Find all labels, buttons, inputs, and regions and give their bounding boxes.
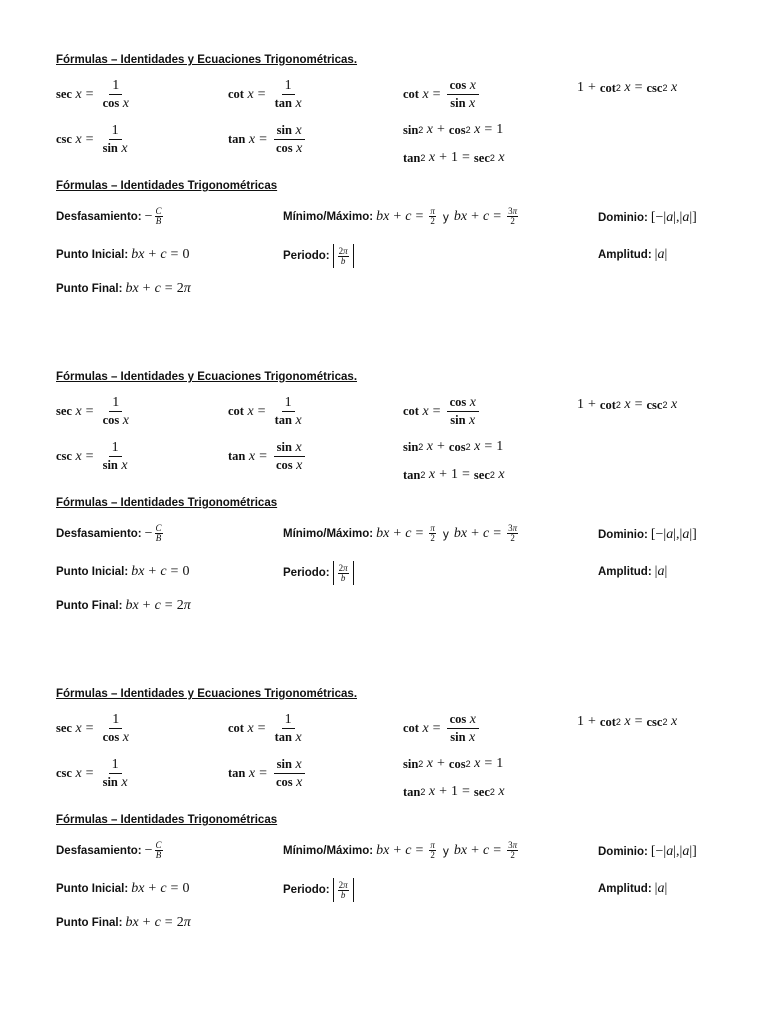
- dominio-label: Dominio:: [598, 212, 648, 224]
- amplitud-formula: Amplitud: | a |: [598, 247, 668, 262]
- minimo-maximo-label: Mínimo/Máximo:: [283, 527, 374, 540]
- pythagorean-tan-sec: tan 2 x + 1 = sec 2 x: [403, 784, 505, 799]
- tan-sin-cos-formula: tan x = $\frac{\text{sin x}}{\text{cos x}}$: [228, 440, 307, 473]
- amplitud-label: Amplitud:: [598, 566, 652, 578]
- dominio-formula: Dominio: [−| a |,| a |]: [598, 527, 697, 542]
- punto-inicial-label: Punto Inicial:: [56, 249, 129, 261]
- punto-final-formula: Punto Final: bx + c = 2 π: [56, 915, 191, 930]
- minimo-maximo-formula: Mínimo/Máximo: bx + c = $\frac{\pi}{2}$ y bx + c = $\frac{3\pi}{2}$: [283, 523, 518, 543]
- punto-final-label: Punto Final:: [56, 600, 123, 612]
- periodo-formula: Periodo: $\frac{2\pi}{b}$: [283, 878, 354, 902]
- periodo-formula: Periodo: $\frac{2\pi}{b}$: [283, 561, 354, 585]
- punto-inicial-formula: Punto Inicial: bx + c = 0: [56, 564, 190, 579]
- identities-equations-heading: Fórmulas – Identidades y Ecuaciones Trigonométricas.: [56, 371, 358, 383]
- pythagorean-sin-cos: sin 2 x + cos 2 x = 1: [403, 122, 504, 137]
- desfasamiento-formula: Desfasamiento: − $\frac{C}{B}$: [56, 523, 162, 543]
- cot-tan-formula: cot x = $\frac{1}{\text{tan x}}$: [228, 78, 302, 111]
- pythagorean-cot-csc: 1 + cot 2 x = csc 2 x: [577, 80, 678, 95]
- pythagorean-sin-cos: sin 2 x + cos 2 x = 1: [403, 756, 504, 771]
- punto-final-label: Punto Final:: [56, 283, 123, 295]
- desfasamiento-formula: Desfasamiento: − $\frac{C}{B}$: [56, 206, 162, 226]
- desfasamiento-label: Desfasamiento:: [56, 527, 142, 540]
- amplitud-formula: Amplitud: | a |: [598, 564, 668, 579]
- punto-final-formula: Punto Final: bx + c = 2 π: [56, 281, 191, 296]
- minimo-maximo-formula: Mínimo/Máximo: bx + c = $\frac{\pi}{2}$ y bx + c = $\frac{3\pi}{2}$: [283, 206, 518, 226]
- formula-sheet: [0, 52, 768, 352]
- dominio-label: Dominio:: [598, 846, 648, 858]
- identities-heading: Fórmulas – Identidades Trigonométricas: [56, 180, 278, 192]
- y-connector: y: [442, 209, 449, 224]
- desfasamiento-formula: Desfasamiento: − $\frac{C}{B}$: [56, 840, 162, 860]
- formula-sheet: [0, 686, 768, 986]
- periodo-formula: Periodo: $\frac{2\pi}{b}$: [283, 244, 354, 268]
- periodo-label: Periodo:: [283, 567, 330, 579]
- y-connector: y: [442, 843, 449, 858]
- amplitud-formula: Amplitud: | a |: [598, 881, 668, 896]
- dominio-label: Dominio:: [598, 529, 648, 541]
- sec-formula: sec x = $\frac{1}{\text{cos x}}$: [56, 395, 129, 428]
- pythagorean-tan-sec: tan 2 x + 1 = sec 2 x: [403, 467, 505, 482]
- identities-heading: Fórmulas – Identidades Trigonométricas: [56, 814, 278, 826]
- dominio-formula: Dominio: [−| a |,| a |]: [598, 844, 697, 859]
- punto-final-label: Punto Final:: [56, 917, 123, 929]
- pythagorean-sin-cos: sin 2 x + cos 2 x = 1: [403, 439, 504, 454]
- pythagorean-cot-csc: 1 + cot 2 x = csc 2 x: [577, 397, 678, 412]
- identities-equations-heading: Fórmulas – Identidades y Ecuaciones Trigonométricas.: [56, 688, 358, 700]
- csc-formula: csc x = $\frac{1}{\text{sin x}}$: [56, 757, 128, 790]
- cot-tan-formula: cot x = $\frac{1}{\text{tan x}}$: [228, 712, 302, 745]
- punto-inicial-label: Punto Inicial:: [56, 566, 129, 578]
- amplitud-label: Amplitud:: [598, 249, 652, 261]
- dominio-formula: Dominio: [−| a |,| a |]: [598, 210, 697, 225]
- punto-inicial-label: Punto Inicial:: [56, 883, 129, 895]
- sec-formula: sec x = $\frac{1}{\text{cos x}}$: [56, 712, 129, 745]
- csc-formula: csc x = $\frac{1}{\text{sin x}}$: [56, 123, 128, 156]
- tan-sin-cos-formula: tan x = $\frac{\text{sin x}}{\text{cos x}}$: [228, 123, 307, 156]
- tan-sin-cos-formula: tan x = $\frac{\text{sin x}}{\text{cos x}}$: [228, 757, 307, 790]
- punto-final-formula: Punto Final: bx + c = 2 π: [56, 598, 191, 613]
- sec-formula: sec x = $\frac{1}{\text{cos x}}$: [56, 78, 129, 111]
- desfasamiento-label: Desfasamiento:: [56, 210, 142, 223]
- y-connector: y: [442, 526, 449, 541]
- formula-sheet: [0, 369, 768, 669]
- identities-heading: Fórmulas – Identidades Trigonométricas: [56, 497, 278, 509]
- periodo-label: Periodo:: [283, 884, 330, 896]
- minimo-maximo-formula: Mínimo/Máximo: bx + c = $\frac{\pi}{2}$ y bx + c = $\frac{3\pi}{2}$: [283, 840, 518, 860]
- cot-cos-sin-formula: cot x = $\frac{\text{cos x}}{\text{sin x}}$: [403, 395, 481, 428]
- pythagorean-cot-csc: 1 + cot 2 x = csc 2 x: [577, 714, 678, 729]
- punto-inicial-formula: Punto Inicial: bx + c = 0: [56, 247, 190, 262]
- csc-formula: csc x = $\frac{1}{\text{sin x}}$: [56, 440, 128, 473]
- cot-cos-sin-formula: cot x = $\frac{\text{cos x}}{\text{sin x}}$: [403, 78, 481, 111]
- minimo-maximo-label: Mínimo/Máximo:: [283, 844, 374, 857]
- amplitud-label: Amplitud:: [598, 883, 652, 895]
- pythagorean-tan-sec: tan 2 x + 1 = sec 2 x: [403, 150, 505, 165]
- cot-cos-sin-formula: cot x = $\frac{\text{cos x}}{\text{sin x}}$: [403, 712, 481, 745]
- desfasamiento-label: Desfasamiento:: [56, 844, 142, 857]
- punto-inicial-formula: Punto Inicial: bx + c = 0: [56, 881, 190, 896]
- minimo-maximo-label: Mínimo/Máximo:: [283, 210, 374, 223]
- periodo-label: Periodo:: [283, 250, 330, 262]
- identities-equations-heading: Fórmulas – Identidades y Ecuaciones Trigonométricas.: [56, 54, 358, 66]
- cot-tan-formula: cot x = $\frac{1}{\text{tan x}}$: [228, 395, 302, 428]
